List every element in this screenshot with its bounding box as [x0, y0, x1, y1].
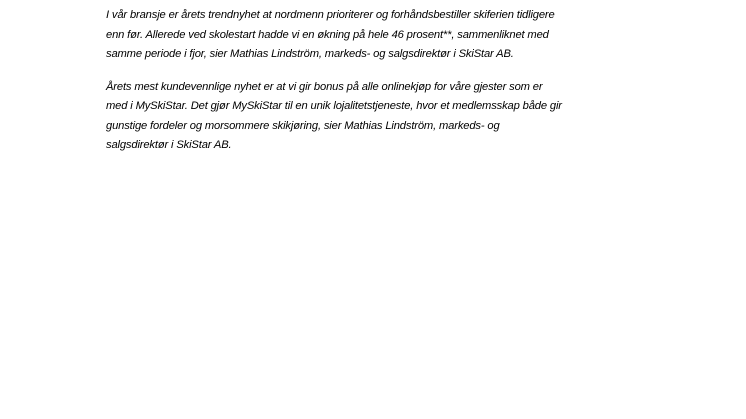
paragraph-line: Årets mest kundevennlige nyhet er at vi gir bonus på alle onlinekjøp for våre gjester som er: [106, 80, 543, 93]
paragraph-line: salgsdirektør i SkiStar AB.: [106, 139, 232, 151]
paragraph-line: med i MySkiStar. Det gjør MySkiStar til en unik lojalitetstjeneste, hvor et medlemsskap både gir: [106, 100, 562, 112]
paragraph-trend: [106, 6, 646, 65]
paragraph-bonus: [106, 78, 646, 156]
paragraph-line: gunstige fordeler og morsommere skikjøring, sier Mathias Lindström, markeds- og: [106, 119, 500, 132]
paragraph-line: samme periode i fjor, sier Mathias Lindström, markeds- og salgsdirektør i SkiStar AB.: [106, 48, 514, 60]
paragraph-line: I vår bransje er årets trendnyhet at nordmenn prioriterer og forhåndsbestiller skiferien tidligere: [106, 9, 555, 21]
document-body: [106, 6, 646, 156]
paragraph-line: enn før. Allerede ved skolestart hadde vi en økning på hele 46 prosent**, sammenliknet med: [106, 28, 549, 41]
